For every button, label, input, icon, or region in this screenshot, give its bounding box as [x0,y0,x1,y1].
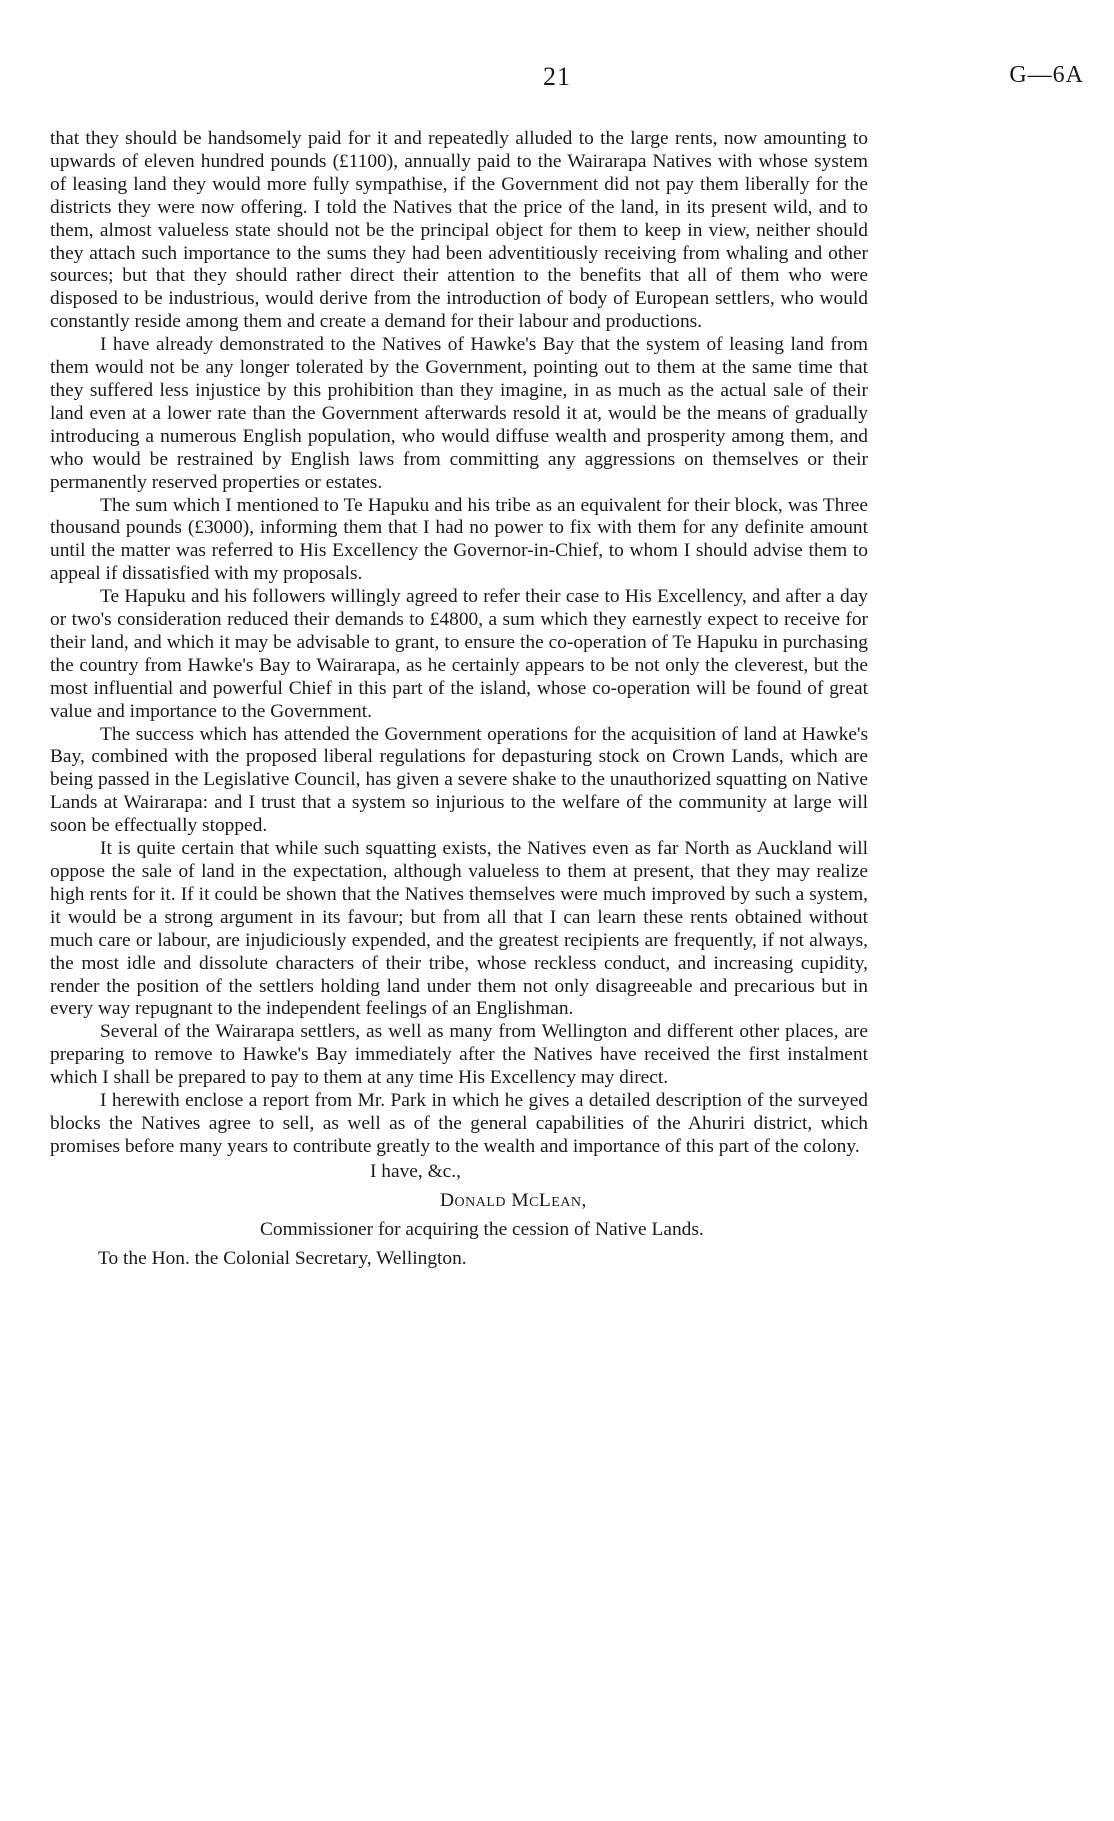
addressee: To the Hon. the Colonial Secretary, Wellington. [98,1247,467,1269]
closing-salutation: I have, &c., [370,1160,461,1182]
page-number: 21 [543,62,571,91]
paragraph-7: Several of the Wairarapa settlers, as well as many from Wellington and different other places, are preparing to remove to Hawke's Bay immediately after the Natives have received the first instalment which I shall be prepared to pay to them at any time His Excellency may direct. [50,1021,868,1089]
signature-name: Donald McLean, [440,1189,587,1211]
document-body [50,128,868,1270]
paragraph-6: It is quite certain that while such squatting exists, the Natives even as far North as Auckland will oppose the sale of land in the expectation, although valueless to them at present, that they may realize high rents for it. If it could be shown that the Natives themselves were much improved by such a system, it would be a strong argument in its favour; but from all that I can learn these rents obtained without much care or labour, are injudiciously expended, and the greatest recipients are frequently, if not always, the most idle and dissolute characters of their tribe, whose reckless conduct, and increasing cupidity, render the position of the settlers holding land under them not only disagreeable and precarious but in every way repugnant to the independent feelings of an Englishman. [50,838,868,1020]
series-reference: G—6A [1009,62,1084,88]
paragraph-1: that they should be handsomely paid for it and repeatedly alluded to the large rents, now amounting to upwards of eleven hundred pounds (£1100), annually paid to the Wairarapa Natives with whose system of leasing land they would more fully sympathise, if the Government did not pay them liberally for the districts they were now offering. I told the Natives that the price of the land, in its present wild, and to them, almost valueless state should not be the principal object for them to keep in view, neither should they attach such importance to the sums they had been adventitiously receiving from whaling and other sources; but that they should rather direct their attention to the benefits that all of them who were disposed to be industrious, would derive from the introduction of body of European settlers, who would constantly reside among them and create a demand for their labour and productions. [50,128,868,333]
paragraph-8: I herewith enclose a report from Mr. Park in which he gives a detailed description of the surveyed blocks the Natives agree to sell, as well as of the general capabilities of the Ahuriri district, which promises before many years to contribute greatly to the wealth and importance of this part of the colony. [50,1090,868,1157]
signature-title: Commissioner for acquiring the cession of Native Lands. [260,1218,704,1240]
paragraph-5: The success which has attended the Government operations for the acquisition of land at Hawke's Bay, combined with the proposed liberal regulations for depasturing stock on Crown Lands, which are being passed in the Legislative Council, has given a severe shake to the unauthorized squatting on Native Lands at Wairarapa: and I trust that a system so injurious to the welfare of the community at large will soon be effectually stopped. [50,723,868,837]
paragraph-3: The sum which I mentioned to Te Hapuku and his tribe as an equivalent for their block, was Three thousand pounds (£3000), informing them that I had no power to fix with them for any definite amount until the matter was referred to His Excellency the Governor-in-Chief, to whom I should advise them to appeal if dissatisfied with my proposals. [50,494,868,585]
paragraph-2: I have already demonstrated to the Natives of Hawke's Bay that the system of leasing land from them would not be any longer tolerated by the Government, pointing out to them at the same time that they suffered less injustice by this prohibition than they imagine, in as much as the actual sale of their land even at a lower rate than the Government afterwards resold it at, would be the means of gradually introducing a numerous English population, who would diffuse wealth and prosperity among them, and who would be restrained by English laws from committing any aggressions on themselves or their permanently reserved properties or estates. [50,334,868,493]
paragraph-4: Te Hapuku and his followers willingly agreed to refer their case to His Excellency, and after a day or two's consideration reduced their demands to £4800, a sum which they earnestly expect to receive for their land, and which it may be advisable to grant, to ensure the co-operation of Te Hapuku in purchasing the country from Hawke's Bay to Wairarapa, as he certainly appears to be not only the cleverest, but the most influential and powerful Chief in this part of the island, whose co-operation will be found of great value and importance to the Government. [50,586,868,722]
